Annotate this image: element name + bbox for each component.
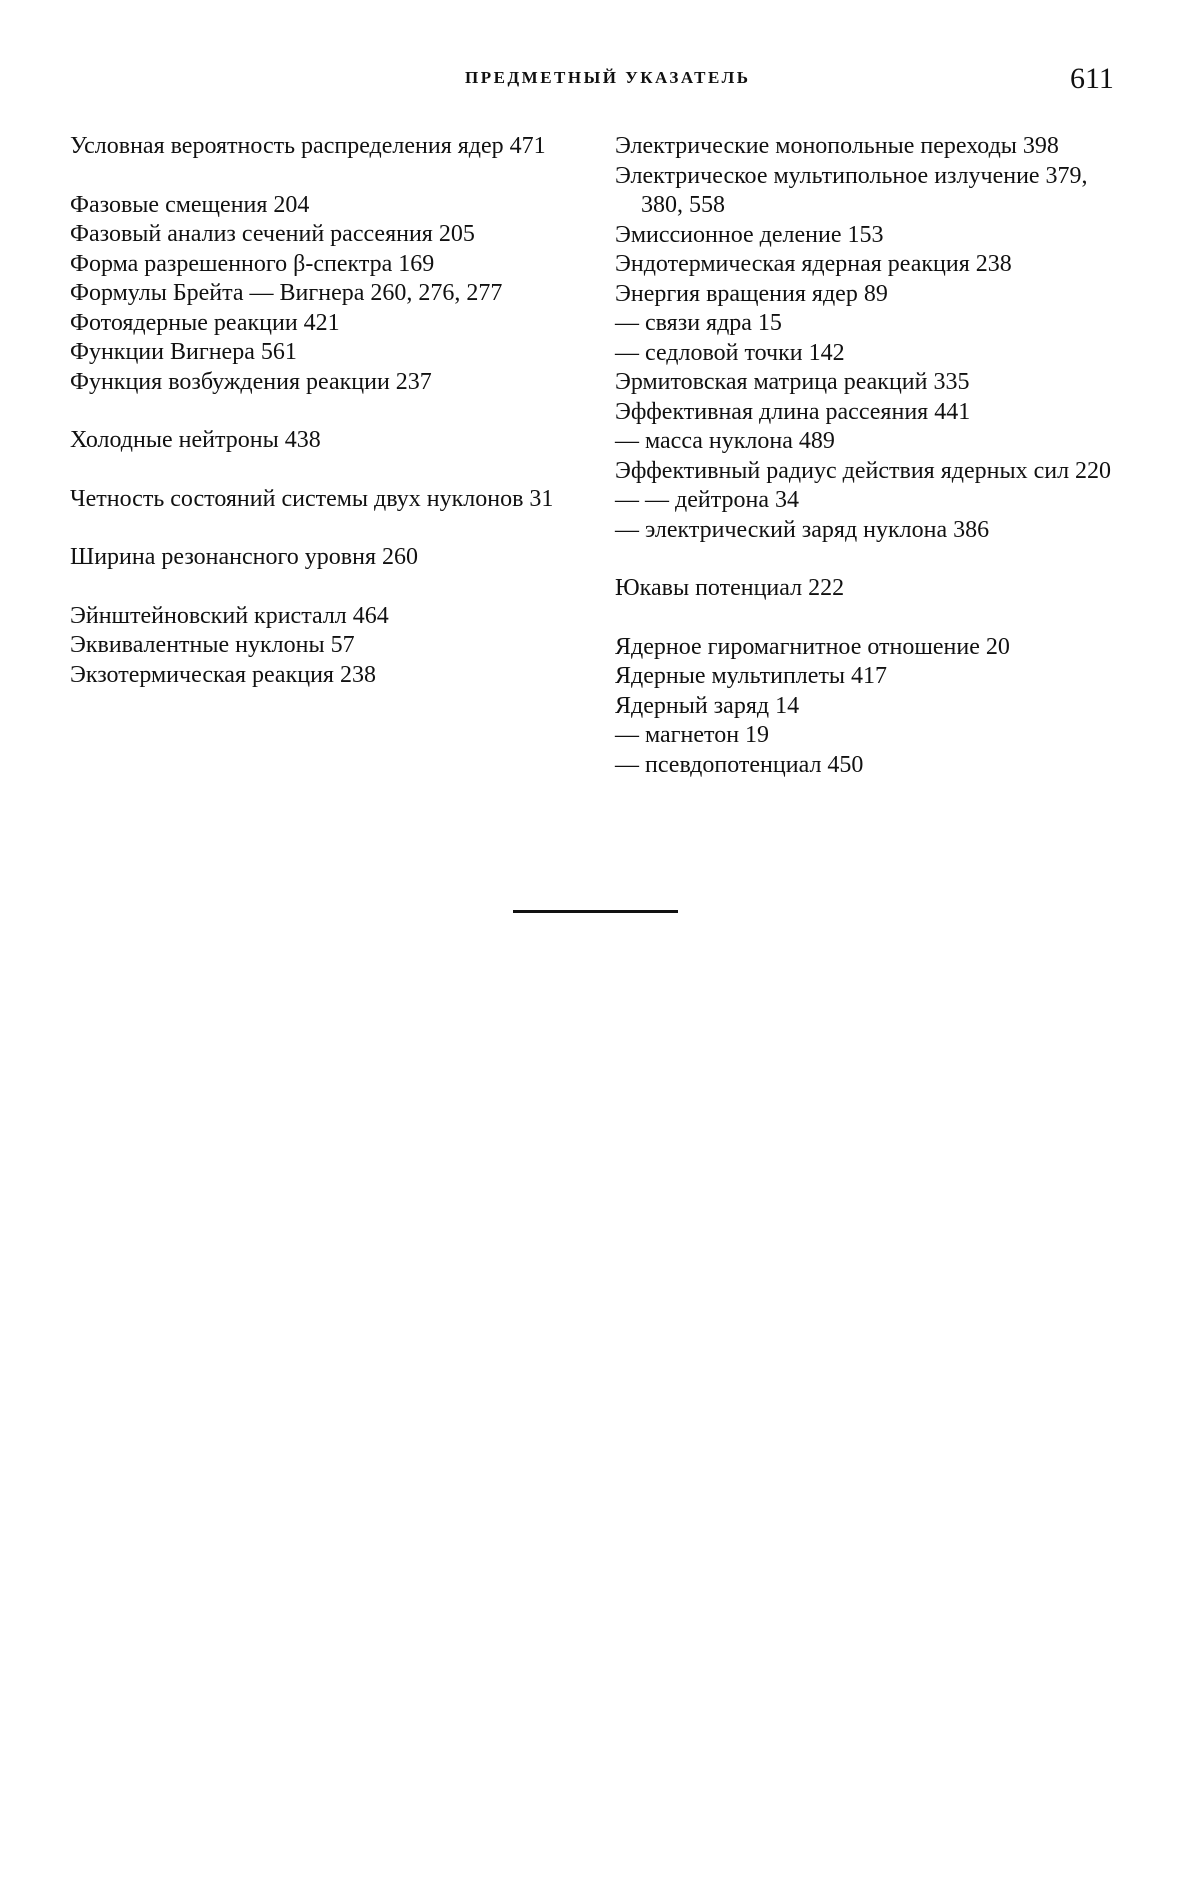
group-separator [70, 514, 590, 543]
index-entry: Фазовый анализ сечений рассеяния 205 [70, 221, 475, 247]
index-entry: — электрический заряд нуклона 386 [615, 516, 990, 543]
index-entry: Эндотермическая ядерная реакция 238 [615, 251, 1012, 277]
group-separator [70, 162, 590, 191]
group-separator [615, 604, 1135, 633]
page-number: 611 [1070, 62, 1114, 95]
index-column-left [70, 132, 590, 690]
index-entry: Четность состояний системы двух нуклонов 31 [70, 485, 554, 512]
index-entry: Функция возбуждения реакции 237 [70, 368, 432, 395]
index-entry: Электрическое мультипольное излучение 379, 380, 558 [615, 162, 1088, 218]
index-entry: Юкавы потенциал 222 [615, 575, 845, 601]
index-entry: Экзотермическая реакция 238 [70, 661, 376, 688]
index-entry: Эйнштейновский кристалл 464 [70, 602, 389, 629]
index-entry: Фотоядерные реакции 421 [70, 309, 340, 336]
index-entry: Функции Вигнера 561 [70, 339, 297, 365]
index-entry: — магнетон 19 [615, 722, 770, 748]
index-entry: Эмиссионное деление 153 [615, 221, 884, 248]
index-entry: Эквивалентные нуклоны 57 [70, 632, 355, 658]
index-entry: — псевдопотенциал 450 [615, 751, 864, 778]
group-separator [70, 397, 590, 426]
index-entry: — — дейтрона 34 [615, 487, 799, 513]
index-entry: Ядерный заряд 14 [615, 692, 800, 719]
index-entry: Энергия вращения ядер 89 [615, 280, 888, 307]
index-entry: Форма разрешенного β-спектра 169 [70, 250, 435, 277]
index-entry: — седловой точки 142 [615, 339, 845, 366]
index-entry: Условная вероятность распределения ядер 471 [70, 133, 546, 159]
index-entry: Холодные нейтроны 438 [70, 427, 321, 453]
group-separator [70, 573, 590, 602]
index-entry: Электрические монопольные переходы 398 [615, 133, 1059, 159]
index-entry: — связи ядра 15 [615, 310, 782, 336]
index-entry: Ядерное гиромагнитное отношение 20 [615, 633, 1010, 660]
index-entry: Эрмитовская матрица реакций 335 [615, 369, 970, 395]
index-column-right [615, 132, 1135, 780]
index-entry: Эффективная длина рассеяния 441 [615, 398, 971, 425]
end-rule [513, 910, 678, 913]
index-entry: Эффективный радиус действия ядерных сил 220 [615, 457, 1112, 484]
index-entry: Ширина резонансного уровня 260 [70, 544, 418, 570]
index-entry: Формулы Брейта — Вигнера 260, 276, 277 [70, 280, 503, 306]
group-separator [70, 456, 590, 485]
index-entry: — масса нуклона 489 [615, 428, 835, 454]
page-title: ПРЕДМЕТНЫЙ УКАЗАТЕЛЬ [465, 68, 751, 87]
index-entry: Фазовые смещения 204 [70, 191, 310, 218]
index-entry: Ядерные мультиплеты 417 [615, 663, 888, 689]
group-separator [615, 545, 1135, 574]
